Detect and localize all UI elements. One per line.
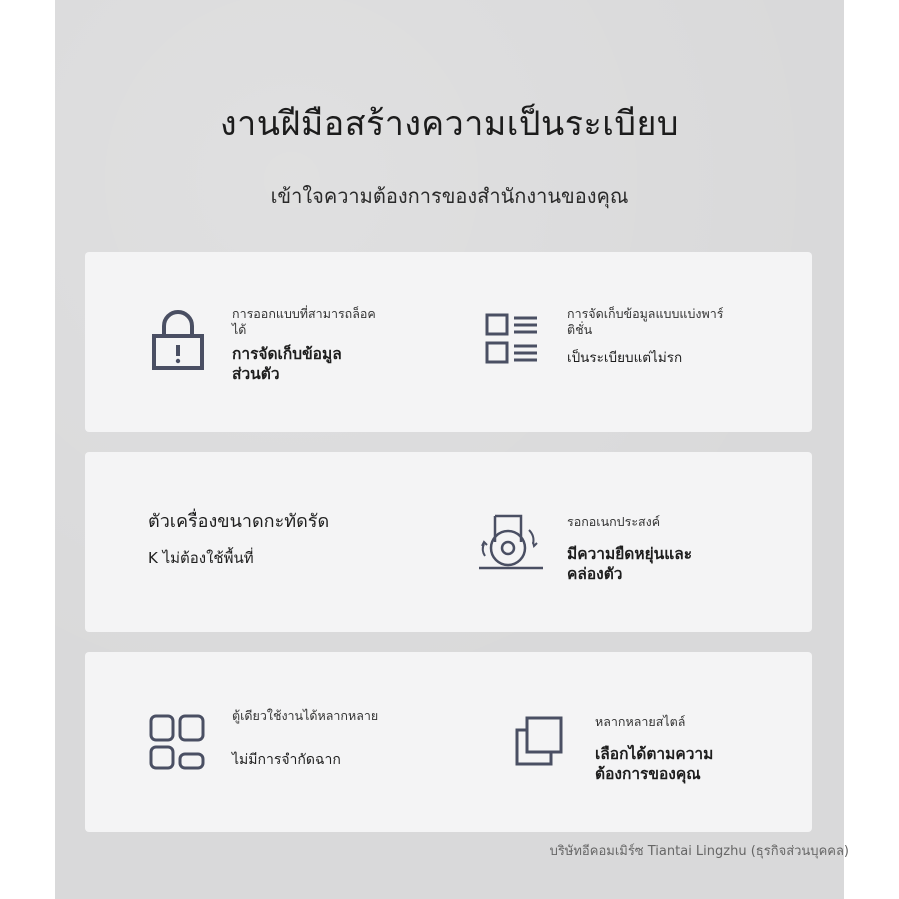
feature-caster-title: มีความยืดหยุ่นและคล่องตัว [567,545,693,583]
list-icon [485,312,539,366]
feature-compact-subtitle: K ไม่ต้องใช้พื้นที่ [148,549,254,567]
feature-card-compact [85,452,812,632]
grid-icon [149,714,205,770]
feature-caster [465,452,812,632]
feature-card-storage [85,252,812,432]
feature-versatile [85,652,445,832]
page-subtitle: เข้าใจความต้องการของสำนักงานของคุณ [270,184,629,208]
lock-icon [151,310,205,372]
feature-versatile-title: ไม่มีการจำกัดฉาก [232,752,341,768]
page-title: งานฝีมือสร้างความเป็นระเบียบ [220,104,679,144]
feature-lockable-title: การจัดเก็บข้อมูลส่วนตัว [232,345,342,383]
feature-styles-caption: หลากหลายสไตล์ [595,714,686,729]
company-caption: บริษัทอีคอมเมิร์ซ Tiantai Lingzhu (ธุรกิจส่วนบุคคล) [549,844,849,859]
feature-partition-caption: การจัดเก็บข้อมูลแบบแบ่งพาร์ติชั่น [567,306,724,337]
feature-lockable [85,252,445,432]
feature-compact-title: ตัวเครื่องขนาดกะทัดรัด [148,511,330,532]
feature-styles-title: เลือกได้ตามความต้องการของคุณ [595,745,714,783]
layers-icon [513,716,565,768]
feature-styles [465,652,812,832]
feature-partition-title: เป็นระเบียบแต่ไม่รก [567,350,683,366]
feature-lockable-caption: การออกแบบที่สามารถล็อคได้ [232,306,376,337]
content-panel [55,0,844,899]
feature-versatile-caption: ตู้เดียวใช้งานได้หลากหลาย [232,708,379,723]
caster-wheel-icon [473,506,549,576]
feature-compact [85,452,445,632]
feature-caster-caption: รอกอเนกประสงค์ [567,514,661,529]
feature-partition [465,252,812,432]
feature-card-versatile [85,652,812,832]
